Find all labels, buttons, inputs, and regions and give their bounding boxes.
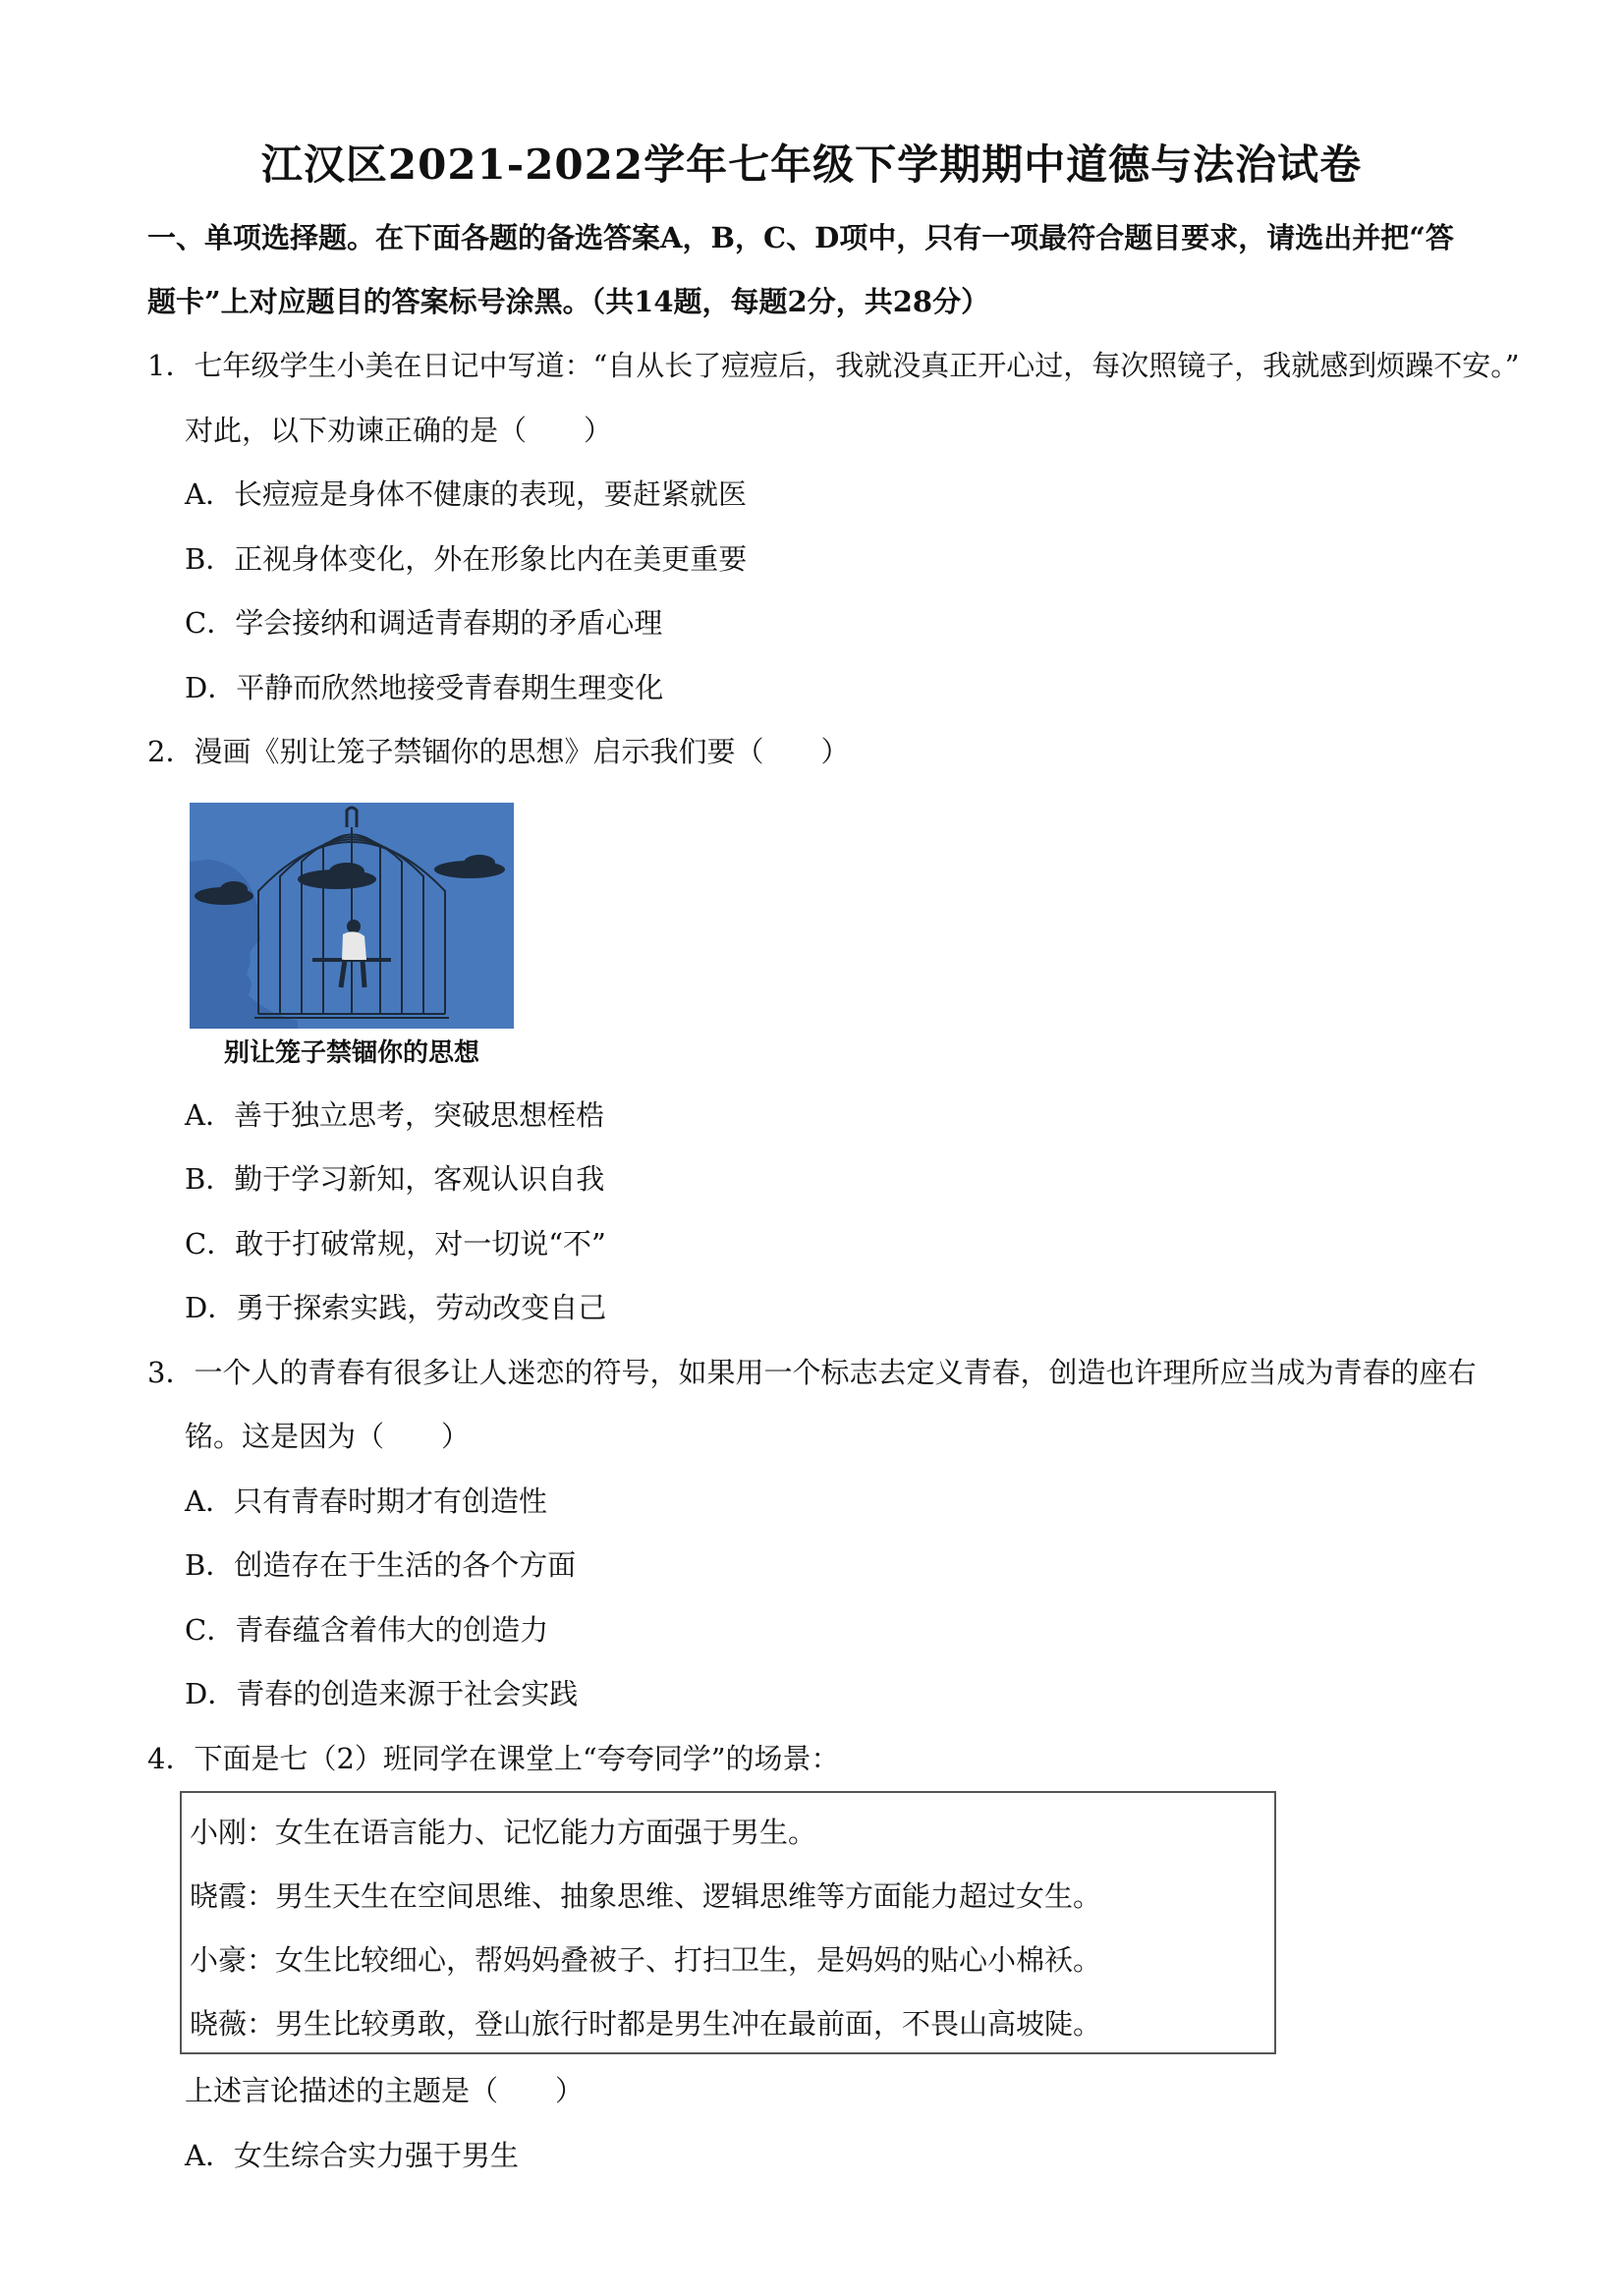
cartoon-caption: 别让笼子禁锢你的思想 — [223, 1038, 479, 1068]
quote-box — [180, 1791, 1276, 2054]
question-2-option-a: A．善于独立思考，突破思想桎梏 — [185, 1098, 604, 1132]
question-3-option-c: C．青春蕴含着伟大的创造力 — [185, 1613, 549, 1647]
question-4-stem-cont: 上述言论描述的主题是（ ） — [185, 2074, 585, 2107]
question-2-option-c: C．敢于打破常规，对一切说“不” — [185, 1227, 606, 1260]
birdcage-head-illustration — [190, 803, 514, 1029]
question-2-option-b: B．勤于学习新知，客观认识自我 — [185, 1162, 605, 1196]
question-3-option-d: D．青春的创造来源于社会实践 — [185, 1677, 579, 1710]
question-3-stem-cont: 铭。这是因为（ ） — [185, 1420, 471, 1453]
question-1-option-c: C．学会接纳和调适青春期的矛盾心理 — [185, 606, 663, 640]
question-1-option-d: D．平静而欣然地接受青春期生理变化 — [185, 671, 664, 704]
quote-line: 小刚：女生在语言能力、记忆能力方面强于男生。 — [190, 1816, 817, 1849]
cartoon-illustration — [190, 803, 514, 1029]
section-instructions-line1: 一、单项选择题。在下面各题的备选答案A，B，C、D项中，只有一项最符合题目要求，请选出并把“答 — [147, 221, 1454, 254]
question-3-option-a: A．只有青春时期才有创造性 — [185, 1484, 547, 1518]
question-1-option-a: A．长痘痘是身体不健康的表现，要赶紧就医 — [185, 477, 747, 511]
question-1-stem-cont: 对此，以下劝谏正确的是（ ） — [185, 414, 613, 447]
section-instructions-line2: 题卡”上对应题目的答案标号涂黑。（共14题，每题2分，共28分） — [147, 285, 990, 318]
question-4-option-a: A．女生综合实力强于男生 — [185, 2139, 519, 2172]
question-2-option-d: D．勇于探索实践，劳动改变自己 — [185, 1291, 607, 1324]
question-1-option-b: B．正视身体变化，外在形象比内在美更重要 — [185, 542, 748, 576]
page-title: 江汉区2021-2022学年七年级下学期期中道德与法治试卷 — [260, 140, 1363, 189]
question-2-stem: 2．漫画《别让笼子禁锢你的思想》启示我们要（ ） — [147, 735, 850, 768]
quote-line: 小豪：女生比较细心，帮妈妈叠被子、打扫卫生，是妈妈的贴心小棉袄。 — [190, 1943, 1102, 1977]
quote-line: 晓霞：男生天生在空间思维、抽象思维、逻辑思维等方面能力超过女生。 — [190, 1879, 1102, 1913]
quote-line: 晓薇：男生比较勇敢，登山旅行时都是男生冲在最前面，不畏山高坡陡。 — [190, 2007, 1102, 2041]
question-3-stem: 3．一个人的青春有很多让人迷恋的符号，如果用一个标志去定义青春，创造也许理所应当成为青春的座右 — [147, 1356, 1477, 1389]
question-1-stem: 1．七年级学生小美在日记中写道：“自从长了痘痘后，我就没真正开心过，每次照镜子，我就感到烦躁不安。” — [147, 349, 1520, 382]
question-3-option-b: B．创造存在于生活的各个方面 — [185, 1548, 577, 1582]
question-4-stem: 4．下面是七（2）班同学在课堂上“夸夸同学”的场景： — [147, 1742, 840, 1775]
